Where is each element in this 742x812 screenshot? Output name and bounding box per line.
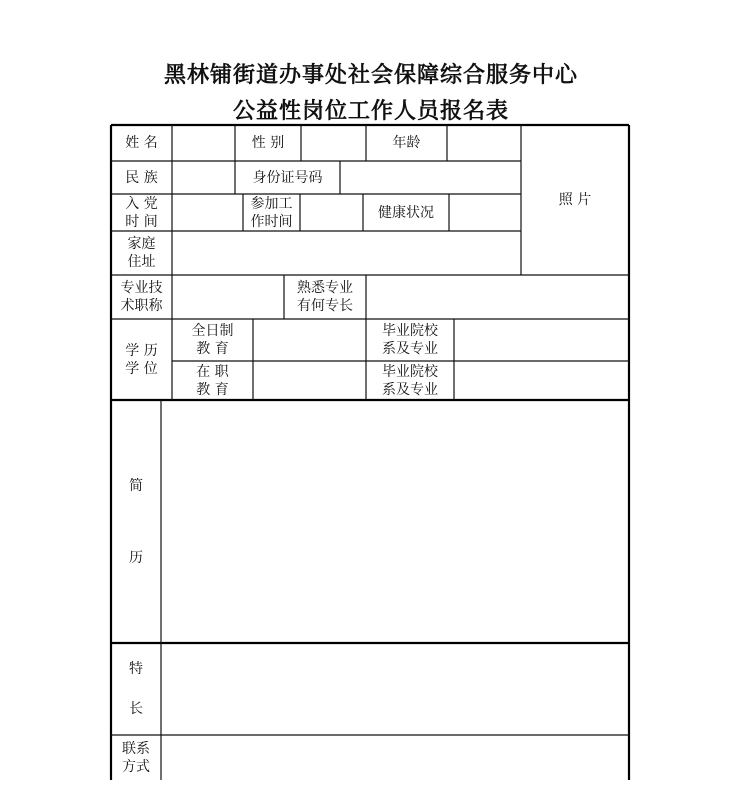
label-graduate-school-1: 毕业院校 系及专业	[382, 323, 438, 357]
label-graduate-school-2: 毕业院校 系及专业	[382, 363, 438, 398]
label-age: 年龄	[392, 135, 421, 151]
fulltime-education-field[interactable]	[253, 319, 366, 361]
health-field[interactable]	[449, 194, 521, 231]
professional-title-field[interactable]	[172, 275, 284, 319]
gender-field[interactable]	[301, 125, 366, 161]
label-professional-title: 专业技 术职称	[120, 280, 163, 314]
ethnicity-field[interactable]	[172, 161, 235, 194]
age-field[interactable]	[447, 125, 521, 161]
work-start-date-field[interactable]	[300, 194, 363, 231]
label-home-address: 家庭 住址	[127, 236, 156, 270]
label-ethnicity: 民 族	[125, 169, 158, 186]
label-inservice-education: 在 职 教 育	[196, 363, 229, 398]
resume-field[interactable]	[161, 400, 629, 649]
home-address-field[interactable]	[172, 231, 521, 275]
inservice-education-field[interactable]	[253, 361, 366, 400]
form-title-line2: 公益性岗位工作人员报名表	[232, 99, 509, 124]
label-gender: 性 别	[251, 135, 285, 151]
label-health: 健康状况	[378, 204, 434, 221]
label-education-degree: 学 历 学 位	[125, 342, 158, 377]
name-field[interactable]	[172, 125, 235, 161]
form-title-line1: 黑林铺街道办事处社会保障综合服务中心	[163, 63, 578, 88]
special-skills-field[interactable]	[161, 643, 629, 735]
label-resume: 简 历	[129, 477, 143, 566]
label-fulltime-education: 全日制 教 育	[191, 323, 234, 357]
label-specialty: 熟悉专业 有何专长	[297, 280, 353, 314]
label-contact: 联系 方式	[122, 740, 150, 775]
id-number-field[interactable]	[340, 161, 521, 194]
graduate-school-2-field[interactable]	[454, 361, 629, 400]
label-name: 姓 名	[125, 135, 158, 151]
specialty-field[interactable]	[366, 275, 629, 319]
photo-box[interactable]: 照 片	[558, 192, 592, 208]
contact-field[interactable]	[161, 735, 629, 780]
graduate-school-1-field[interactable]	[454, 319, 629, 361]
label-party-date: 入 党 时 间	[125, 195, 158, 230]
label-id-number: 身份证号码	[252, 169, 323, 186]
party-date-field[interactable]	[172, 194, 243, 231]
label-special-skills: 特 长	[129, 661, 143, 717]
label-work-start-date: 参加工 作时间	[250, 195, 293, 230]
